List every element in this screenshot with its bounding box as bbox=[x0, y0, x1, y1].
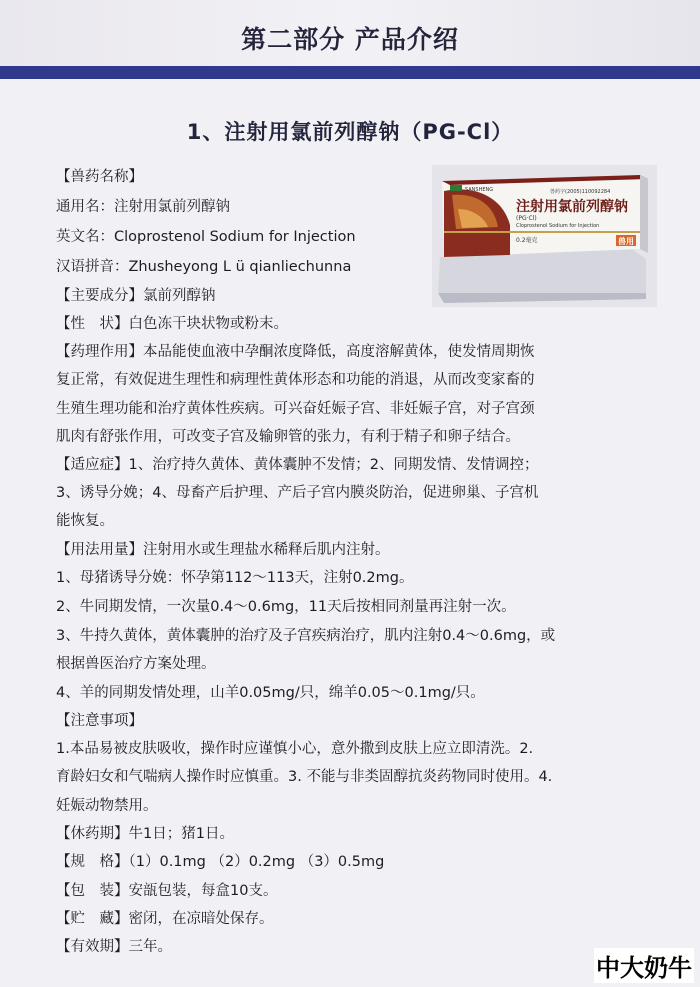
packaging-row bbox=[56, 881, 277, 901]
precautions-line-2: 育龄妇女和气喘病人操作时应慎重。3. 不能与非类固醇抗炎药物同时使用。4. bbox=[56, 769, 553, 785]
header-divider-bar bbox=[0, 66, 700, 79]
pharmacology-line-3: 生殖生理功能和治疗黄体性疾病。可兴奋妊娠子宫、非妊娠子宫，对子宫颈 bbox=[56, 401, 535, 417]
names-heading: 【兽药名称】 bbox=[56, 169, 143, 185]
box-approval: 兽药字(2005)110092284 bbox=[550, 189, 611, 195]
pharmacology-line-2: 复正常，有效促进生理性和病理性黄体形态和功能的消退，从而改变家畜的 bbox=[56, 372, 535, 388]
product-title: 1、注射用氯前列醇钠（PG-Cl） bbox=[186, 120, 514, 144]
product-box-image bbox=[432, 165, 657, 307]
ingredient-text: 氯前列醇钠 bbox=[143, 288, 216, 304]
pharmacology-text: 本品能使血液中孕酮浓度降低，高度溶解黄体，使发情周期恢 bbox=[143, 344, 535, 360]
packaging-text: 安瓿包装，每盒10支。 bbox=[128, 883, 278, 899]
dosage-item-4: 4、羊的同期发情处理，山羊0.05mg/只，绵羊0.05～0.1mg/只。 bbox=[56, 685, 485, 701]
packaging-label: 【包 装】 bbox=[56, 883, 129, 899]
dosage-item-2: 2、牛同期发情，一次量0.4～0.6mg，11天后按相同剂量再注射一次。 bbox=[56, 599, 516, 615]
pinyin-name: 汉语拼音：Zhusheyong L ü qianliechunna bbox=[56, 259, 352, 275]
validity-row bbox=[56, 937, 172, 957]
withdrawal-text: 牛1日；猪1日。 bbox=[128, 826, 234, 842]
spec-text: （1）0.1mg （2）0.2mg （3）0.5mg bbox=[128, 854, 385, 870]
ingredient-row bbox=[56, 286, 216, 306]
box-badge-label: 兽用 bbox=[618, 237, 634, 246]
validity-label: 【有效期】 bbox=[56, 939, 129, 955]
storage-label: 【贮 藏】 bbox=[56, 911, 129, 927]
storage-row bbox=[56, 909, 274, 929]
withdrawal-row bbox=[56, 824, 234, 844]
precautions-line-3: 妊娠动物禁用。 bbox=[56, 798, 158, 814]
dosage-item-3-cont: 根据兽医治疗方案处理。 bbox=[56, 656, 216, 672]
dosage-row bbox=[56, 540, 390, 560]
dosage-item-1: 1、母猪诱导分娩：怀孕第112～113天，注射0.2mg。 bbox=[56, 570, 414, 586]
character-label: 【性 状】 bbox=[56, 316, 129, 332]
character-row bbox=[56, 314, 288, 334]
indications-line-1 bbox=[56, 455, 538, 475]
common-name: 通用名：注射用氯前列醇钠 bbox=[56, 199, 230, 215]
dosage-label: 【用法用量】 bbox=[56, 542, 143, 558]
indications-line-2: 3、诱导分娩；4、母畜产后护理、产后子宫内膜炎防治，促进卵巢、子宫机 bbox=[56, 485, 539, 501]
box-code: (PG·Cl) bbox=[516, 215, 537, 222]
character-text: 白色冻干块状物或粉末。 bbox=[128, 316, 288, 332]
pharmacology-line-1 bbox=[56, 342, 535, 362]
section-title: 第二部分 产品介绍 bbox=[241, 25, 459, 54]
box-product-name: 注射用氯前列醇钠 bbox=[516, 199, 628, 215]
watermark-text: 中大奶牛 bbox=[594, 948, 694, 983]
indications-text: 1、治疗持久黄体、黄体囊肿不发情；2、同期发情、发情调控； bbox=[128, 457, 539, 473]
spec-row bbox=[56, 852, 384, 872]
ingredient-label: 【主要成分】 bbox=[56, 288, 143, 304]
precautions-line-1: 1.本品易被皮肤吸收，操作时应谨慎小心，意外撒到皮肤上应立即清洗。2. bbox=[56, 741, 534, 757]
dosage-item-3: 3、牛持久黄体，黄体囊肿的治疗及子宫疾病治疗，肌内注射0.4～0.6mg，或 bbox=[56, 628, 556, 644]
validity-text: 三年。 bbox=[128, 939, 172, 955]
spec-label: 【规 格】 bbox=[56, 854, 129, 870]
box-dose: 0.2毫克 bbox=[516, 237, 538, 244]
english-name: 英文名：Cloprostenol Sodium for Injection bbox=[56, 229, 356, 245]
precautions-label: 【注意事项】 bbox=[56, 713, 143, 729]
box-english-name: Cloprostenol Sodium for Injection bbox=[516, 223, 600, 229]
indications-label: 【适应症】 bbox=[56, 457, 129, 473]
pharmacology-line-4: 肌肉有舒张作用，可改变子宫及输卵管的张力，有利于精子和卵子结合。 bbox=[56, 429, 520, 445]
pharmacology-label: 【药理作用】 bbox=[56, 344, 143, 360]
withdrawal-label: 【休药期】 bbox=[56, 826, 129, 842]
page-header bbox=[0, 0, 700, 68]
storage-text: 密闭，在凉暗处保存。 bbox=[128, 911, 274, 927]
box-brand: SANSHENG bbox=[465, 187, 494, 193]
indications-line-3: 能恢复。 bbox=[56, 513, 114, 529]
dosage-text: 注射用水或生理盐水稀释后肌内注射。 bbox=[143, 542, 390, 558]
